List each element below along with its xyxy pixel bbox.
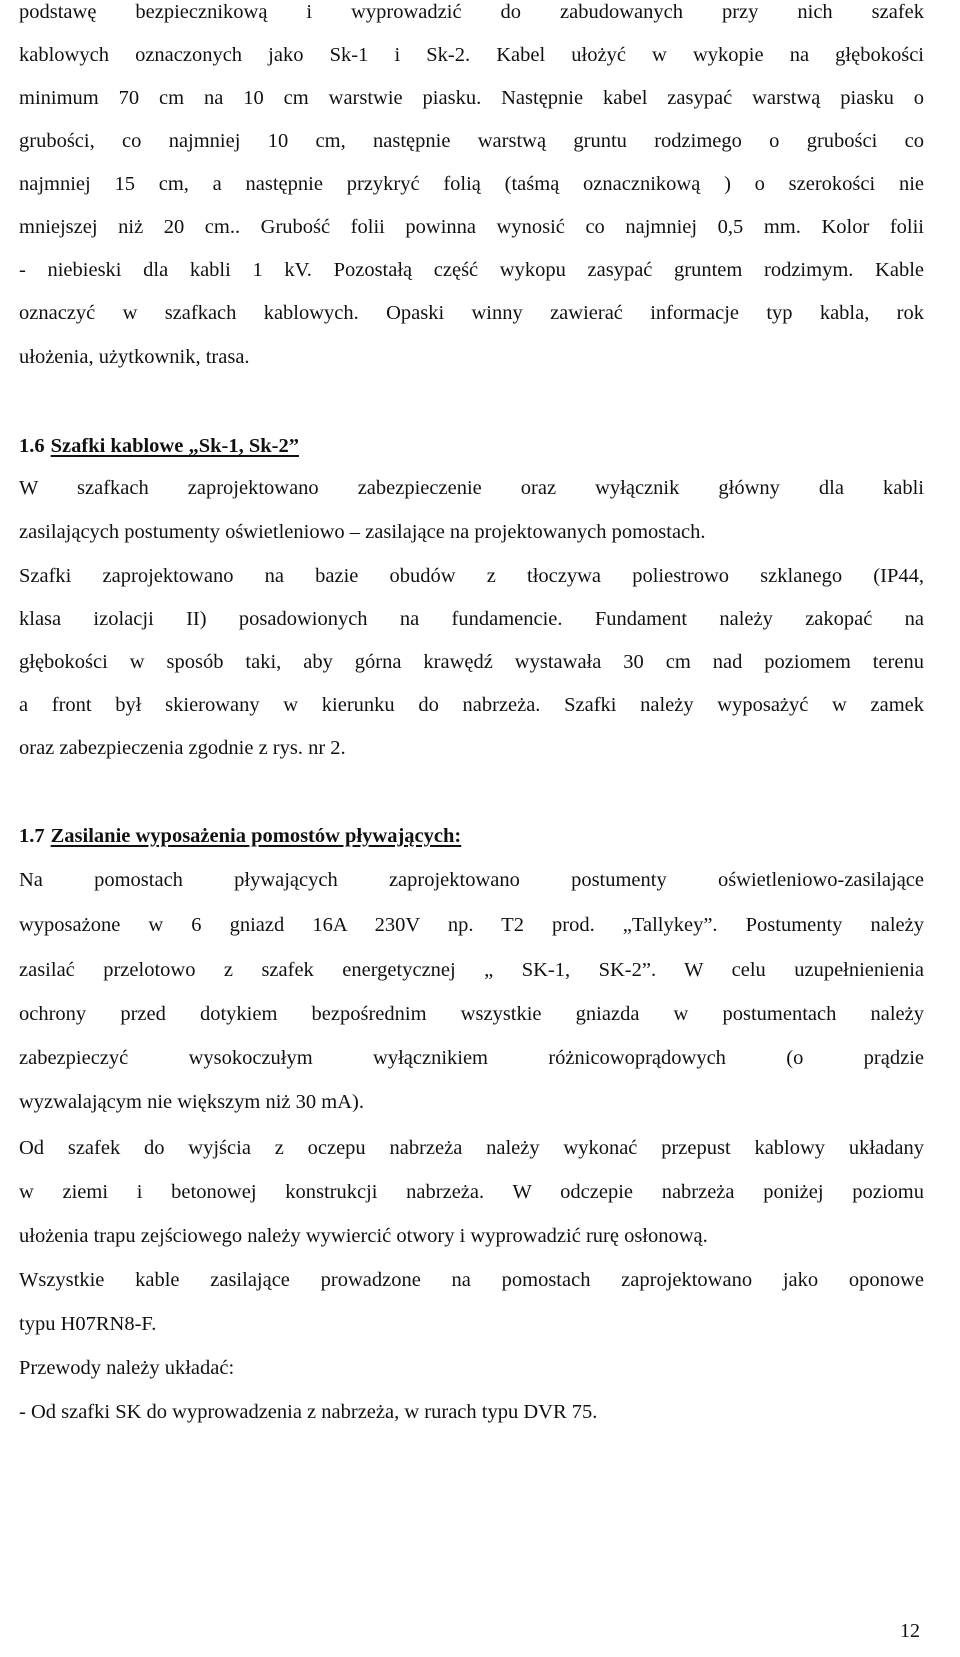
text-line: najmniej 15 cm, a następnie przykryć folią (taśmą oznacznikową ) o szerokości nie [19,173,924,195]
text-line: ułożenia trapu zejściowego należy wywiercić otwory i wyprowadzić rurę osłonową. [19,1225,708,1247]
text-line: W szafkach zaprojektowano zabezpieczenie oraz wyłącznik główny dla kabli [19,477,924,499]
text-line: grubości, co najmniej 10 cm, następnie warstwą gruntu rodzimego o grubości co [19,130,924,152]
section-heading-1-6 [19,426,299,466]
text-line: klasa izolacji II) posadowionych na fundamencie. Fundament należy zakopać na [19,608,924,630]
text-line: - Od szafki SK do wyprowadzenia z nabrzeża, w rurach typu DVR 75. [19,1401,598,1423]
text-line: w ziemi i betonowej konstrukcji nabrzeża. W odczepie nabrzeża poniżej poziomu [19,1181,924,1203]
text-line: Przewody należy układać: [19,1357,235,1379]
page-number: 12 [900,1620,920,1642]
section-heading-1-7 [19,816,461,856]
section-title: Zasilanie wyposażenia pomostów pływających: [50,825,462,847]
section-number: 1.6 [19,435,45,457]
text-line: a front był skierowany w kierunku do nabrzeża. Szafki należy wyposażyć w zamek [19,694,924,716]
text-line: zasilających postumenty oświetleniowo – zasilające na projektowanych pomostach. [19,521,706,543]
text-line: Od szafek do wyjścia z oczepu nabrzeża należy wykonać przepust kablowy układany [19,1137,924,1159]
section-title: Szafki kablowe „Sk-1, Sk-2” [50,435,299,457]
text-line: - niebieski dla kabli 1 kV. Pozostałą część wykopu zasypać gruntem rodzimym. Kable [19,259,924,281]
text-line: mniejszej niż 20 cm.. Grubość folii powinna wynosić co najmniej 0,5 mm. Kolor folii [19,216,924,238]
text-line: wyzwalającym nie większym niż 30 mA). [19,1091,364,1113]
text-line: ochrony przed dotykiem bezpośrednim wszystkie gniazda w postumentach należy [19,1003,924,1025]
text-line: minimum 70 cm na 10 cm warstwie piasku. Następnie kabel zasypać warstwą piasku o [19,87,924,109]
text-line: oraz zabezpieczenia zgodnie z rys. nr 2. [19,737,346,759]
text-line: Szafki zaprojektowano na bazie obudów z tłoczywa poliestrowo szklanego (IP44, [19,565,924,587]
text-line: Wszystkie kable zasilające prowadzone na pomostach zaprojektowano jako oponowe [19,1269,924,1291]
text-line: zabezpieczyć wysokoczułym wyłącznikiem różnicowoprądowych (o prądzie [19,1047,924,1069]
text-line: Na pomostach pływających zaprojektowano postumenty oświetleniowo-zasilające [19,869,924,891]
text-line: oznaczyć w szafkach kablowych. Opaski winny zawierać informacje typ kabla, rok [19,302,924,324]
text-line: kablowych oznaczonych jako Sk-1 i Sk-2. Kabel ułożyć w wykopie na głębokości [19,44,924,66]
text-line: ułożenia, użytkownik, trasa. [19,346,250,368]
text-line: zasilać przelotowo z szafek energetycznej „ SK-1, SK-2”. W celu uzupełnienienia [19,959,924,981]
text-line: podstawę bezpiecznikową i wyprowadzić do zabudowanych przy nich szafek [19,1,924,23]
section-number: 1.7 [19,825,45,847]
text-line: głębokości w sposób taki, aby górna krawędź wystawała 30 cm nad poziomem terenu [19,651,924,673]
text-line: wyposażone w 6 gniazd 16A 230V np. T2 prod. „Tallykey”. Postumenty należy [19,914,924,936]
text-line: typu H07RN8-F. [19,1313,157,1335]
